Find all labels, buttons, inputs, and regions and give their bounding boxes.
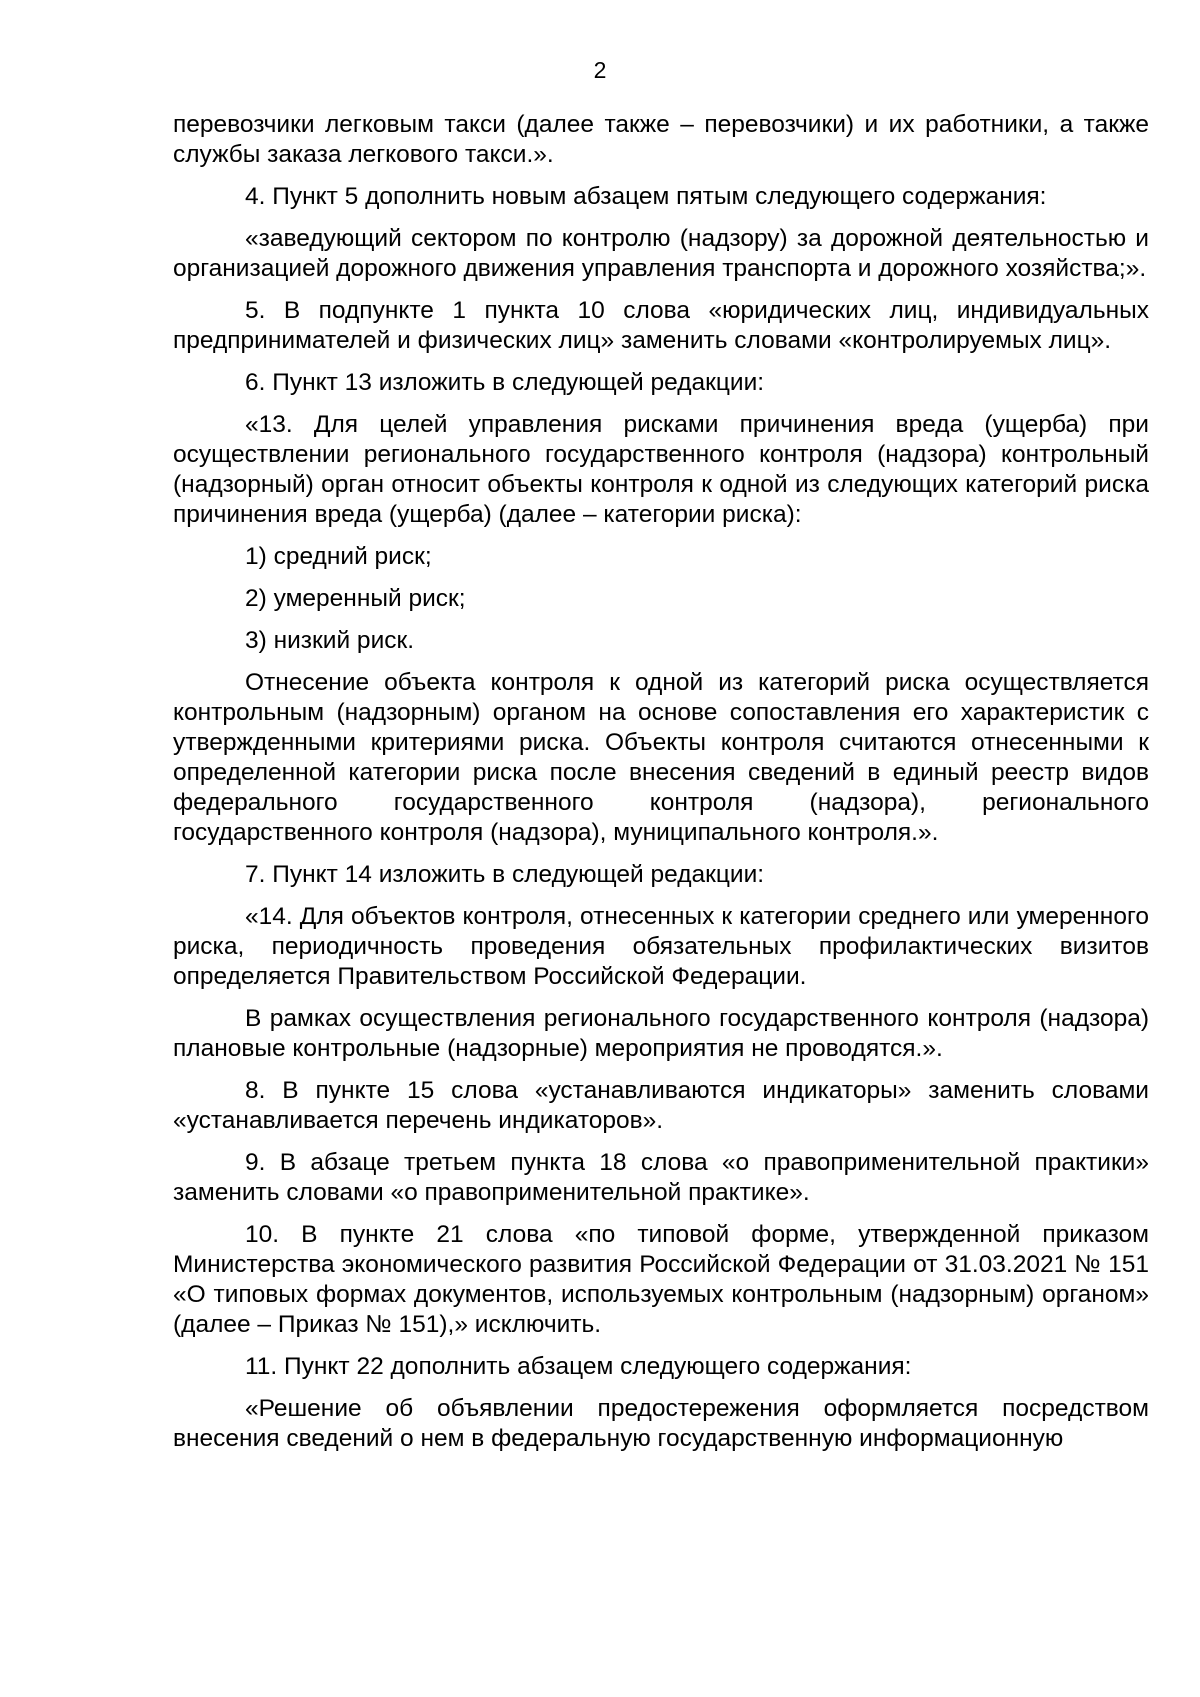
paragraph: 11. Пункт 22 дополнить абзацем следующего содержания: [245, 1353, 912, 1380]
paragraph: «13. Для целей управления рисками причинения вреда (ущерба) при осуществлении регионального государственного контроля (надзора) контрольный (надзорный) орган относит объекты контроля к одной из следующих категорий риска причинения вреда (ущерба) (далее – категории риска): [173, 411, 1149, 528]
document-body [173, 110, 1149, 1466]
paragraph: перевозчики легковым такси (далее также – перевозчики) и их работники, а также службы заказа легкового такси.». [173, 111, 1149, 168]
paragraph: «заведующий сектором по контролю (надзору) за дорожной деятельностью и организацией дорожного движения управления транспорта и дорожного хозяйства;». [173, 225, 1149, 282]
paragraph: 7. Пункт 14 изложить в следующей редакции: [245, 861, 765, 888]
list-item: 1) средний риск; [245, 543, 432, 570]
paragraph: 9. В абзаце третьем пункта 18 слова «о правоприменительной практики» заменить словами «о правоприменительной практике». [173, 1149, 1149, 1206]
list-item: 3) низкий риск. [245, 627, 415, 654]
paragraph: «14. Для объектов контроля, отнесенных к категории среднего или умеренного риска, периодичность проведения обязательных профилактических визитов определяется Правительством Российской Федерации. [173, 903, 1149, 990]
paragraph: 5. В подпункте 1 пункта 10 слова «юридических лиц, индивидуальных предпринимателей и физических лиц» заменить словами «контролируемых лиц». [173, 297, 1149, 354]
paragraph: 4. Пункт 5 дополнить новым абзацем пятым следующего содержания: [245, 183, 1047, 210]
paragraph: Отнесение объекта контроля к одной из категорий риска осуществляется контрольным (надзорным) органом на основе сопоставления его характеристик с утвержденными критериями риска. Объекты контроля считаются отнесенными к определенной категории риска после внесения сведений в единый реестр видов федерального государственного контроля (надзора), регионального государственного контроля (надзора), муниципального контроля.». [173, 669, 1149, 846]
paragraph: 10. В пункте 21 слова «по типовой форме, утвержденной приказом Министерства экономического развития Российской Федерации от 31.03.2021 № 151 «О типовых формах документов, используемых контрольным (надзорным) органом» (далее – Приказ № 151),» исключить. [173, 1221, 1149, 1338]
paragraph: 8. В пункте 15 слова «устанавливаются индикаторы» заменить словами «устанавливается перечень индикаторов». [173, 1077, 1149, 1134]
paragraph: «Решение об объявлении предостережения оформляется посредством внесения сведений о нем в федеральную государственную информационную [173, 1395, 1149, 1452]
paragraph: 6. Пункт 13 изложить в следующей редакции: [245, 369, 765, 396]
page-number: 2 [593, 57, 607, 83]
list-item: 2) умеренный риск; [245, 585, 466, 612]
paragraph: В рамках осуществления регионального государственного контроля (надзора) плановые контрольные (надзорные) мероприятия не проводятся.». [173, 1005, 1149, 1062]
